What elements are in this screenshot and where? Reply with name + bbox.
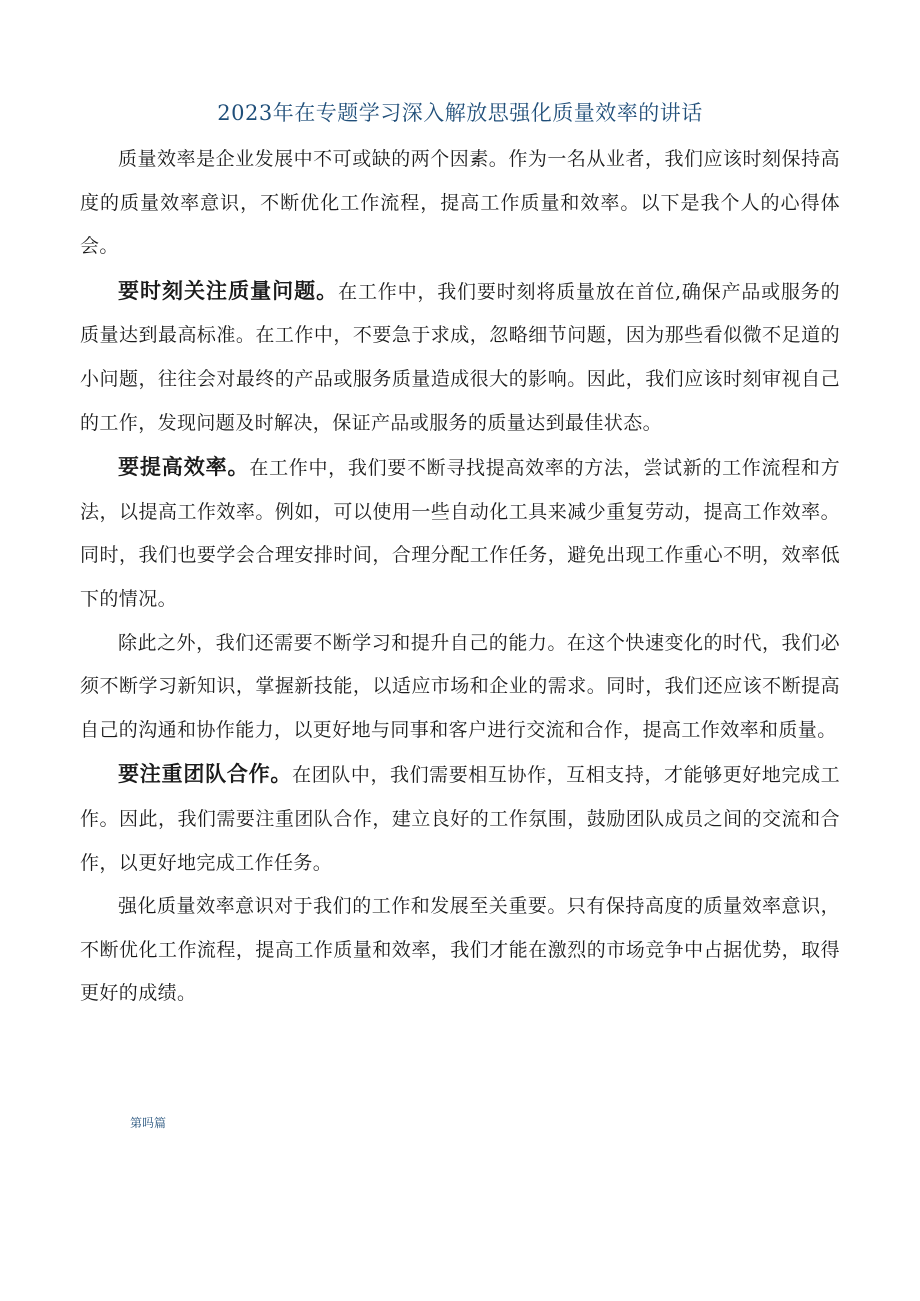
document-title: 2023年在专题学习深入解放思强化质量效率的讲话 [217, 101, 703, 125]
paragraph-text: 强化质量效率意识对于我们的工作和发展至关重要。只有保持高度的质量效率意识，不断优化工作流程，提高工作质量和效率，我们才能在激烈的市场竞争中占据优势，取得更好的成绩。 [80, 895, 840, 1005]
section-label: 第吗篇 [130, 1116, 167, 1130]
paragraph-lead-heading: 要提高效率。 [118, 454, 250, 480]
paragraph-teamwork [80, 752, 840, 885]
paragraph-lead-heading: 要时刻关注质量问题。 [118, 277, 339, 303]
paragraph-conclusion [80, 885, 840, 1016]
paragraph-efficiency [80, 445, 840, 621]
paragraph-text: 在团队中，我们需要相互协作，互相支持，才能够更好地完成工作。因此，我们需要注重团队合作，建立良好的工作氛围，鼓励团队成员之间的交流和合作，以更好地完成工作任务。 [80, 764, 840, 874]
paragraph-text: 除此之外，我们还需要不断学习和提升自己的能力。在这个快速变化的时代，我们必须不断学习新知识，掌握新技能，以适应市场和企业的需求。同时，我们还应该不断提高自己的沟通和协作能力，以更好地与同事和客户进行交流和合作，提高工作效率和质量。 [80, 631, 840, 741]
paragraph-text: 质量效率是企业发展中不可或缺的两个因素。作为一名从业者，我们应该时刻保持高度的质量效率意识，不断优化工作流程，提高工作质量和效率。以下是我个人的心得体会。 [80, 148, 840, 258]
paragraph-intro [80, 138, 840, 269]
paragraph-learning [80, 622, 840, 753]
document-body [80, 138, 840, 1016]
paragraph-lead-heading: 要注重团队合作。 [118, 761, 293, 787]
paragraph-text: 在工作中，我们要不断寻找提高效率的方法，尝试新的工作流程和方法，以提高工作效率。例如，可以使用一些自动化工具来减少重复劳动，提高工作效率。同时，我们也要学会合理安排时间，合理分配工作任务，避免出现工作重心不明，效率低下的情况。 [80, 457, 840, 610]
paragraph-quality-focus [80, 269, 840, 445]
paragraph-text: 在工作中，我们要时刻将质量放在首位,确保产品或服务的质量达到最高标准。在工作中，不要急于求成，忽略细节问题，因为那些看似微不足道的小问题，往往会对最终的产品或服务质量造成很大的影响。因此，我们应该时刻审视自己的工作，发现问题及时解决，保证产品或服务的质量达到最佳状态。 [80, 280, 840, 434]
